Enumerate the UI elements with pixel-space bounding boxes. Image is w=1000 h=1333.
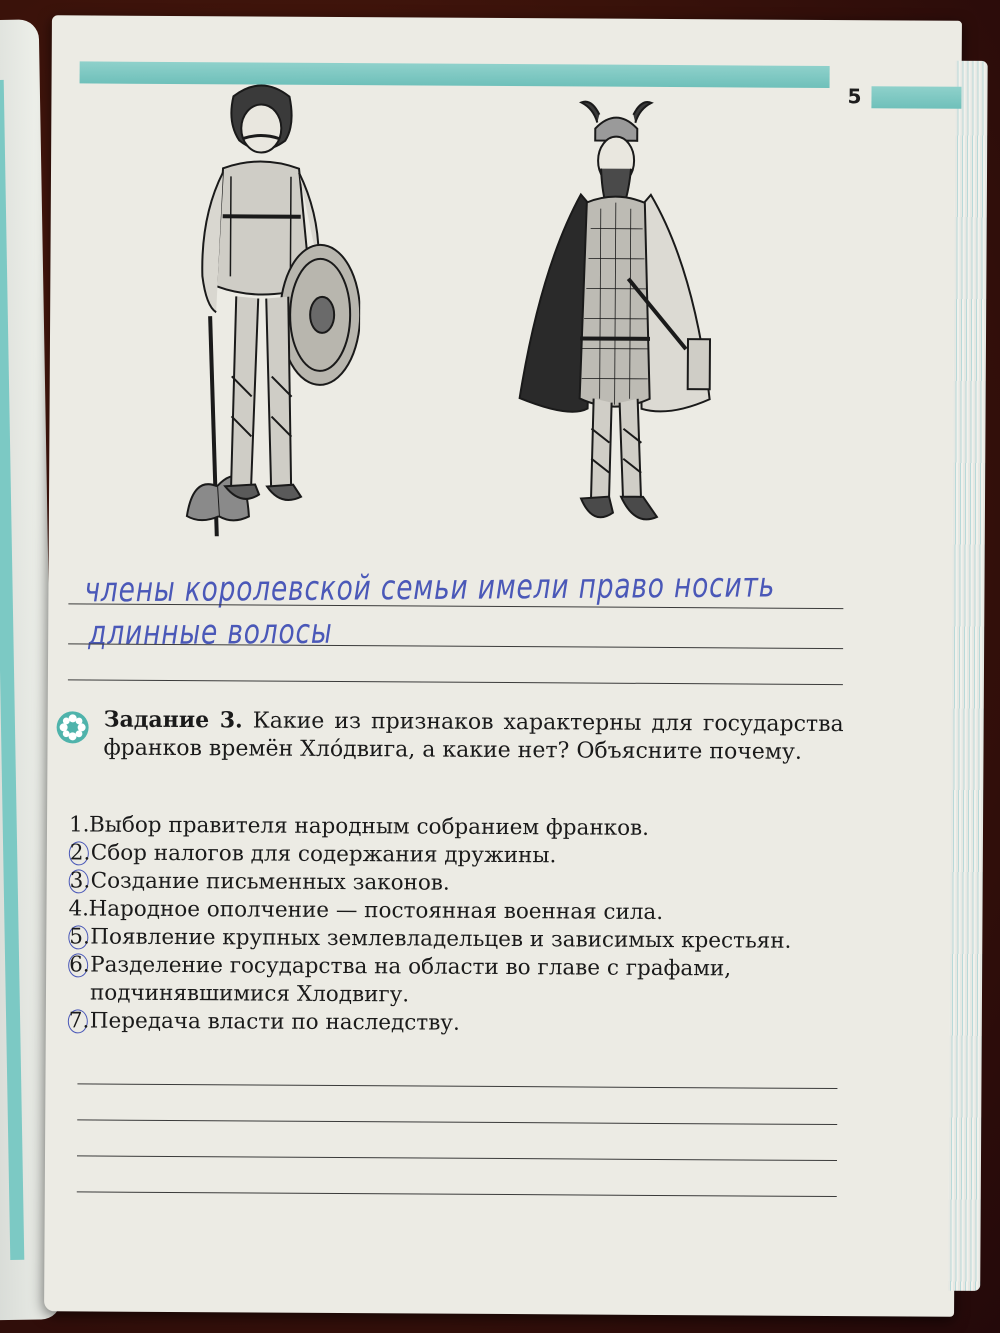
workbook-page bbox=[44, 15, 962, 1317]
handwritten-answer-line-2: длинные волосы bbox=[88, 611, 333, 654]
blank-answer-line-4 bbox=[77, 1191, 837, 1197]
blank-answer-line-3 bbox=[77, 1155, 837, 1161]
warrior-drawing bbox=[159, 76, 362, 557]
item-number: 4. bbox=[68, 896, 90, 922]
task-question bbox=[103, 706, 843, 768]
item-number-circled: 5. bbox=[69, 924, 90, 950]
task-flower-icon bbox=[56, 710, 90, 744]
task-title: Задание 3. bbox=[103, 706, 243, 734]
blank-answer-line-1 bbox=[77, 1083, 837, 1089]
item-number-circled: 2. bbox=[69, 840, 91, 866]
item-number-circled: 3. bbox=[69, 868, 91, 894]
item-text: Создание письменных законов. bbox=[90, 868, 450, 896]
page-stack-edge bbox=[948, 61, 988, 1291]
handwritten-answer-line-1: члены королевской семьи имели право носить bbox=[84, 565, 776, 611]
king-drawing bbox=[509, 98, 722, 549]
item-text: Сбор налогов для содержания дружины. bbox=[90, 840, 557, 869]
task-items-list bbox=[68, 811, 849, 1040]
item-text: Выбор правителя народным собранием франков. bbox=[88, 812, 650, 841]
list-item bbox=[68, 1007, 848, 1040]
blank-answer-line-2 bbox=[77, 1119, 837, 1125]
page-number: 5 bbox=[847, 84, 862, 109]
item-text: Разделение государства на области во главе с графами, подчинявшимися Хлодвигу. bbox=[89, 952, 732, 1008]
header-teal-band-right bbox=[871, 86, 961, 109]
item-number-circled: 6. bbox=[69, 952, 90, 978]
king-illustration bbox=[509, 98, 722, 549]
warrior-illustration bbox=[159, 76, 362, 557]
item-text: Народное ополчение — постоянная военная сила. bbox=[88, 896, 664, 925]
item-number: 1. bbox=[68, 812, 90, 838]
left-page-teal-stripe bbox=[0, 80, 24, 1260]
answer-rule-3 bbox=[68, 679, 843, 685]
list-item bbox=[68, 951, 848, 1012]
item-text: Передача власти по наследству. bbox=[89, 1008, 460, 1036]
item-text: Появление крупных землевладельцев и зависимых крестьян. bbox=[90, 924, 792, 954]
task-question-text: Какие из признаков характерны для государства франков времён Хло́двига, а какие нет? Объясните почему. bbox=[103, 708, 844, 765]
item-number-circled: 7. bbox=[68, 1008, 90, 1034]
